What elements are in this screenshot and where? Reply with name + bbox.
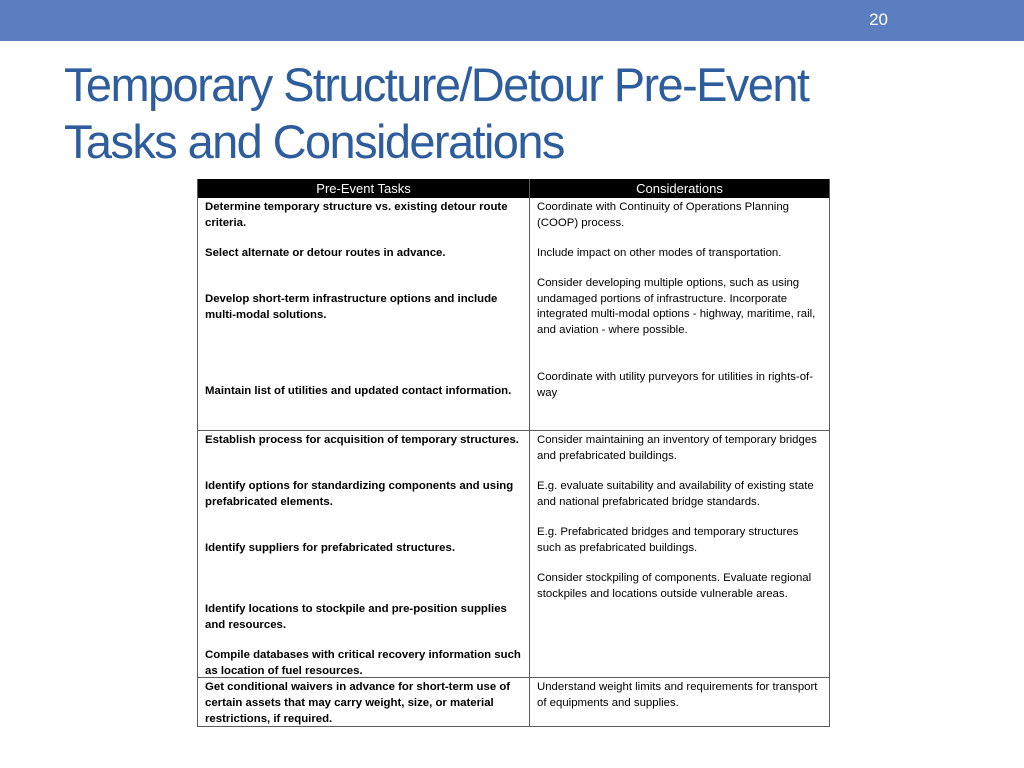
table-row bbox=[198, 678, 830, 727]
header-pre-event-tasks: Pre-Event Tasks bbox=[198, 179, 530, 198]
table-row bbox=[198, 431, 830, 678]
task-item: Determine temporary structure vs. existing detour route criteria. bbox=[205, 201, 508, 229]
consideration-item: E.g. evaluate suitability and availability of existing state and national prefabricated bridge standards. bbox=[537, 480, 814, 508]
tasks-cell bbox=[198, 431, 530, 678]
considerations-cell bbox=[530, 431, 830, 678]
task-item: Get conditional waivers in advance for short-term use of certain assets that may carry weight, size, or material restrictions, if required. bbox=[205, 681, 511, 725]
task-item: Develop short-term infrastructure options and include multi-modal solutions. bbox=[205, 293, 498, 321]
consideration-item: Include impact on other modes of transportation. bbox=[537, 247, 782, 259]
task-item: Select alternate or detour routes in advance. bbox=[205, 247, 446, 259]
consideration-item: Coordinate with utility purveyors for utilities in rights-of-way bbox=[537, 371, 814, 399]
tasks-cell bbox=[198, 678, 530, 727]
considerations-cell bbox=[530, 678, 830, 727]
consideration-item: Consider stockpiling of components. Evaluate regional stockpiles and locations outside vulnerable areas. bbox=[537, 572, 812, 600]
slide-title-line-1: Temporary Structure/Detour Pre-Event bbox=[64, 58, 809, 111]
slide-title-line-2: Tasks and Considerations bbox=[64, 115, 564, 168]
table-row bbox=[198, 198, 830, 431]
task-item: Establish process for acquisition of temporary structures. bbox=[205, 434, 519, 446]
task-item: Identify suppliers for prefabricated structures. bbox=[205, 542, 456, 554]
task-item: Compile databases with critical recovery information such as location of fuel resources. bbox=[205, 649, 521, 677]
consideration-item: Coordinate with Continuity of Operations Planning (COOP) process. bbox=[537, 201, 790, 229]
tasks-table bbox=[197, 179, 830, 727]
consideration-item: Consider maintaining an inventory of temporary bridges and prefabricated buildings. bbox=[537, 434, 817, 462]
consideration-item: Consider developing multiple options, such as using undamaged portions of infrastructure. Incorporate integrated multi-modal options - highway, maritime, rail, and aviation - where possible. bbox=[537, 277, 816, 336]
tasks-cell bbox=[198, 198, 530, 431]
consideration-item: Understand weight limits and requirements for transport of equipments and supplies. bbox=[537, 681, 818, 709]
task-item: Identify locations to stockpile and pre-position supplies and resources. bbox=[205, 603, 507, 631]
top-bar bbox=[0, 0, 1024, 41]
considerations-cell bbox=[530, 198, 830, 431]
slide-title bbox=[64, 56, 964, 170]
task-item: Maintain list of utilities and updated contact information. bbox=[205, 385, 512, 397]
task-item: Identify options for standardizing components and using prefabricated elements. bbox=[205, 480, 514, 508]
table-header-row bbox=[198, 179, 830, 198]
page-number: 20 bbox=[869, 10, 888, 29]
consideration-item: E.g. Prefabricated bridges and temporary structures such as prefabricated buildings. bbox=[537, 526, 799, 554]
header-considerations: Considerations bbox=[530, 179, 830, 198]
